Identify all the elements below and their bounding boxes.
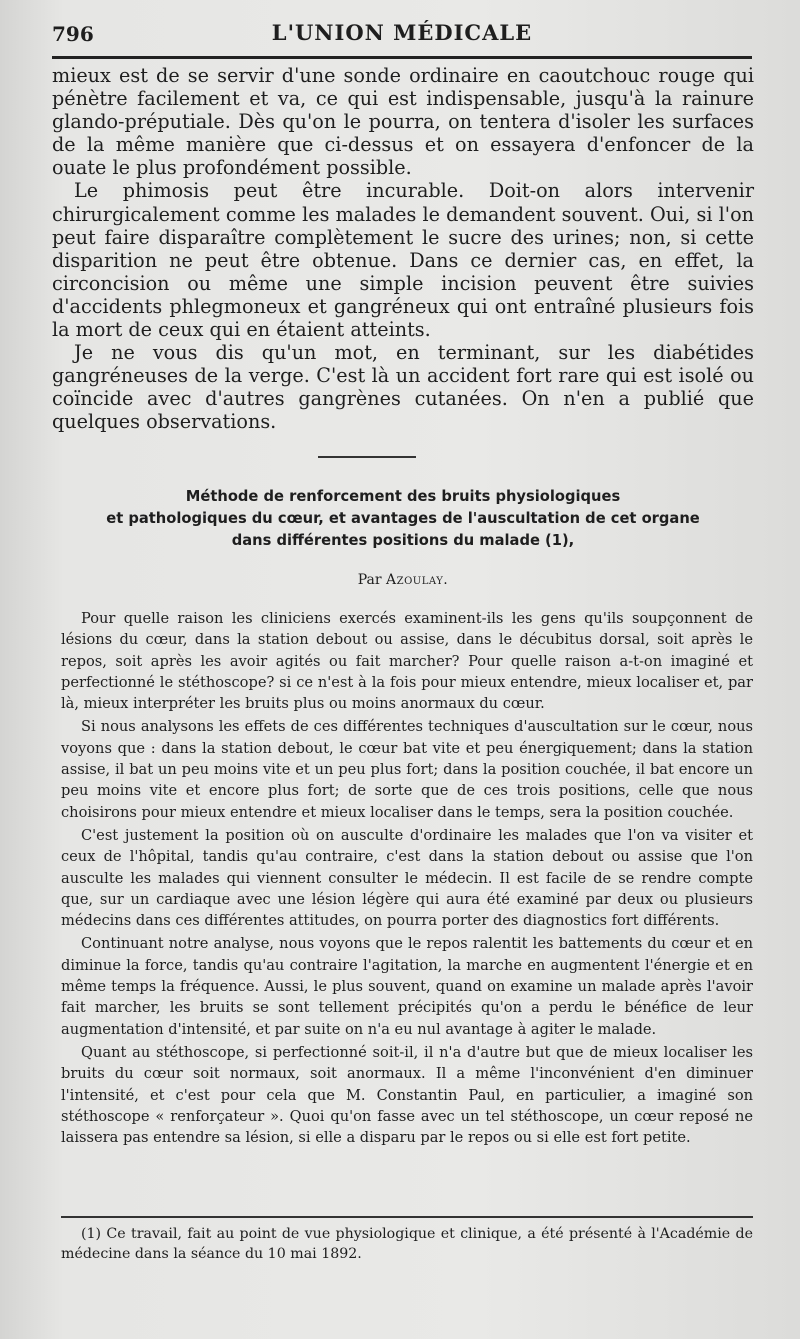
footnote: (1) Ce travail, fait au point de vue physiologique et clinique, a été présenté à l'Académie de médecine dans la séance du 10 mai 1892. [61, 1226, 753, 1262]
page-number: 796 [52, 22, 94, 46]
body-paragraph: Quant au stéthoscope, si perfectionné soit-il, il n'a d'autre but que de mieux localiser les bruits du cœur soit normaux, soit anormaux. Il a même l'inconvénient d'en diminuer l'intensité, et c'est pour cela que M. Constantin Paul, en particulier, a imaginé son stéthoscope « renforçateur ». Quoi qu'on fasse avec un tel stéthoscope, un cœur reposé ne laissera pas entendre sa lésion, si elle a disparu par le repos ou si elle est fort petite. [61, 1043, 753, 1147]
article-title-line: et pathologiques du cœur, et avantages de l'auscultation de cet organe [106, 510, 700, 527]
body-paragraph: Si nous analysons les effets de ces différentes techniques d'auscultation sur le cœur, nous voyons que : dans la station debout, le cœur bat vite et peu énergiquement; dans la station assise, il bat un peu moins vite et un peu plus fort; dans la position couchée, il bat encore un peu moins vite et encore plus fort; de sorte que de ces trois positions, celle que nous choisirons pour mieux entendre et mieux localiser dans le temps, sera la position couchée. [61, 718, 753, 821]
paragraph-continuation: mieux est de se servir d'une sonde ordinaire en caoutchouc rouge qui pénètre facilement et va, ce qui est indispensable, jusqu'à la rainure glando-préputiale. Dès qu'on le pourra, on tentera d'isoler les surfaces de la même manière que ci-dessus et on essayera d'enfoncer de la ouate le plus profondément possible. [52, 64, 754, 180]
article-title-line: Méthode de renforcement des bruits physiologiques [185, 488, 621, 505]
page-header [52, 18, 752, 52]
article-title [52, 486, 754, 552]
section-separator [318, 456, 416, 458]
body-paragraph: Pour quelle raison les cliniciens exercés examinent-ils les gens qu'ils soupçonnent de lésions du cœur, dans la station debout ou assise, dans le décubitus dorsal, soit après le repos, soit après les avoir agités ou fait marcher? Pour quelle raison a-t-on imaginé et perfectionné le stéthoscope? si ce n'est à la fois pour mieux entendre, mieux localiser et, par là, mieux interpréter les bruits plus ou moins anormaux du cœur. [61, 610, 753, 713]
header-rule [52, 56, 752, 59]
author-name: Azoulay. [386, 572, 449, 588]
author-prefix: Par [357, 572, 382, 588]
running-title: L'UNION MÉDICALE [271, 20, 533, 45]
article-body [61, 608, 753, 1148]
footnote-rule [61, 1216, 753, 1218]
paragraph-diabetides: Je ne vous dis qu'un mot, en terminant, sur les diabétides gangréneuses de la verge. C'est là un accident fort rare qui est isolé ou coïncide avec d'autres gangrènes cutanées. On n'en a publié que quelques observations. [52, 341, 754, 434]
article-author [52, 572, 754, 588]
previous-article-continuation [52, 64, 754, 434]
body-paragraph: Continuant notre analyse, nous voyons que le repos ralentit les battements du cœur et en diminue la force, tandis qu'au contraire l'agitation, la marche en augmentent l'énergie et en même temps la fréquence. Aussi, le plus souvent, quand on examine un malade après l'avoir fait marcher, les bruits se sont tellement précipités qu'on a perdu le bénéfice de leur augmentation d'intensité, et par suite on n'a eu nul avantage à agiter le malade. [61, 935, 753, 1038]
body-paragraph: C'est justement la position où on ausculte d'ordinaire les malades que l'on va visiter et ceux de l'hôpital, tandis qu'au contraire, c'est dans la station debout ou assise que l'on ausculte les malades qui viennent consulter le médecin. Il est facile de se rendre compte que, sur un cardiaque avec une lésion légère qui aura été examiné par deux ou plusieurs médecins dans ces différentes attitudes, on pourra porter des diagnostics fort différents. [61, 826, 753, 930]
paragraph-phimosis: Le phimosis peut être incurable. Doit-on alors intervenir chirurgicalement comme les malades le demandent souvent. Oui, si l'on peut faire disparaître complètement le sucre des urines; non, si cette disparition ne peut être obtenue. Dans ce dernier cas, en effet, la circoncision ou même une simple incision peuvent être suivies d'accidents phlegmoneux et gangréneux qui ont entraîné plusieurs fois la mort de ceux qui en étaient atteints. [52, 179, 754, 342]
article-title-line: dans différentes positions du malade (1), [231, 532, 575, 549]
